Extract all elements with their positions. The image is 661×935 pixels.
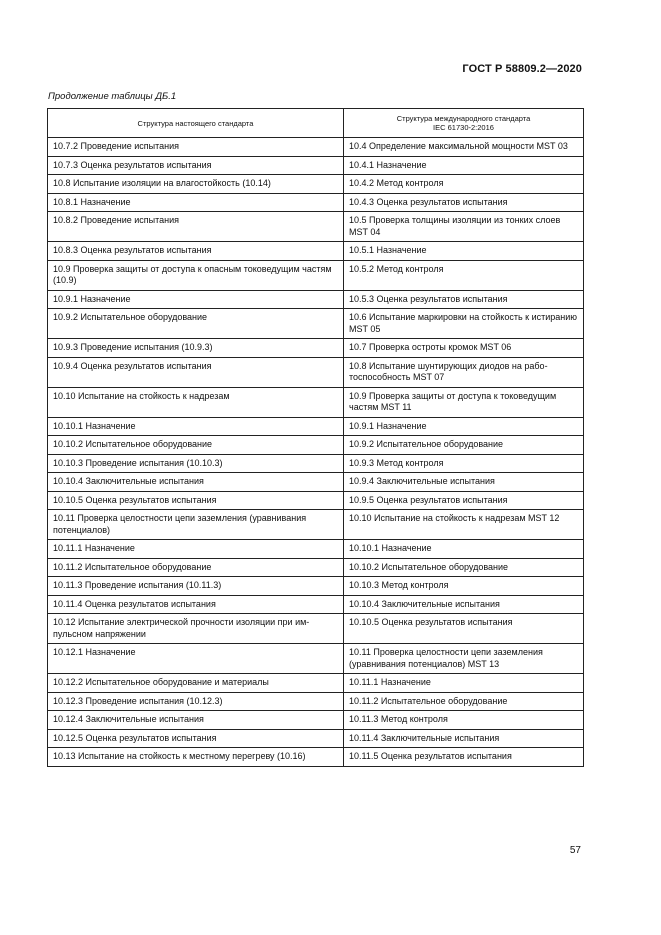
international-standard-cell: 10.9.3 Метод контроля <box>344 454 584 473</box>
current-standard-cell: 10.9.3 Проведение испытания (10.9.3) <box>48 339 344 358</box>
international-standard-cell: 10.10.2 Испытательное оборудование <box>344 558 584 577</box>
international-standard-cell: 10.10.1 Назначение <box>344 540 584 559</box>
current-standard-cell: 10.12.1 Назначение <box>48 644 344 674</box>
current-standard-cell: 10.10.5 Оценка результатов испытания <box>48 491 344 510</box>
international-standard-cell: 10.11.1 Назначение <box>344 674 584 693</box>
table-row <box>48 692 584 711</box>
international-standard-cell: 10.9 Проверка защиты от доступа к токоведущим частям MST 11 <box>344 387 584 417</box>
table-row <box>48 614 584 644</box>
table-row <box>48 193 584 212</box>
table-row <box>48 212 584 242</box>
international-standard-cell: 10.6 Испытание маркировки на стойкость к истиранию MST 05 <box>344 309 584 339</box>
table-row <box>48 748 584 767</box>
table-header-row <box>48 109 584 138</box>
table-row <box>48 510 584 540</box>
column-header-line: Структура международного стандарта <box>396 114 531 123</box>
current-standard-cell: 10.9.4 Оценка результатов испытания <box>48 357 344 387</box>
current-standard-cell: 10.7.3 Оценка результатов испытания <box>48 156 344 175</box>
column-header-current-standard: Структура настоящего стандарта <box>48 109 344 138</box>
table-row <box>48 540 584 559</box>
current-standard-cell: 10.9 Проверка защиты от доступа к опасным токоведущим частям (10.9) <box>48 260 344 290</box>
table-row <box>48 339 584 358</box>
column-header-international-standard <box>344 109 584 138</box>
international-standard-cell: 10.9.4 Заключительные испытания <box>344 473 584 492</box>
current-standard-cell: 10.9.2 Испытательное оборудование <box>48 309 344 339</box>
table-row <box>48 260 584 290</box>
international-standard-cell: 10.5 Проверка толщины изоляции из тонких слоев MST 04 <box>344 212 584 242</box>
international-standard-cell: 10.11.2 Испытательное оборудование <box>344 692 584 711</box>
current-standard-cell: 10.8.1 Назначение <box>48 193 344 212</box>
current-standard-cell: 10.13 Испытание на стойкость к местному перегреву (10.16) <box>48 748 344 767</box>
current-standard-cell: 10.10.3 Проведение испытания (10.10.3) <box>48 454 344 473</box>
current-standard-cell: 10.12.5 Оценка результатов испытания <box>48 729 344 748</box>
international-standard-cell: 10.4.2 Метод контроля <box>344 175 584 194</box>
international-standard-cell: 10.9.1 Назначение <box>344 417 584 436</box>
current-standard-cell: 10.8.3 Оценка результатов испытания <box>48 242 344 261</box>
international-standard-cell: 10.9.2 Испытательное оборудование <box>344 436 584 455</box>
table-row <box>48 138 584 157</box>
current-standard-cell: 10.12.4 Заключительные испытания <box>48 711 344 730</box>
international-standard-cell: 10.5.1 Назначение <box>344 242 584 261</box>
international-standard-cell: 10.10.5 Оценка результатов испытания <box>344 614 584 644</box>
table-row <box>48 473 584 492</box>
current-standard-cell: 10.10.1 Назначение <box>48 417 344 436</box>
international-standard-cell: 10.8 Испытание шунтирующих диодов на работоспособность MST 07 <box>344 357 584 387</box>
table-row <box>48 491 584 510</box>
table-row <box>48 558 584 577</box>
correspondence-table <box>47 108 584 767</box>
international-standard-cell: 10.11.4 Заключительные испытания <box>344 729 584 748</box>
table-row <box>48 674 584 693</box>
current-standard-cell: 10.9.1 Назначение <box>48 290 344 309</box>
table-body <box>48 138 584 767</box>
table-row <box>48 357 584 387</box>
table-row <box>48 644 584 674</box>
table-row <box>48 595 584 614</box>
international-standard-cell: 10.4.3 Оценка результатов испытания <box>344 193 584 212</box>
document-id-header: ГОСТ Р 58809.2—2020 <box>462 63 582 75</box>
table-row <box>48 387 584 417</box>
international-standard-cell: 10.7 Проверка остроты кромок MST 06 <box>344 339 584 358</box>
international-standard-cell: 10.11 Проверка целостности цепи заземления (уравнивания потенциалов) MST 13 <box>344 644 584 674</box>
table-row <box>48 309 584 339</box>
current-standard-cell: 10.8.2 Проведение испытания <box>48 212 344 242</box>
table-row <box>48 729 584 748</box>
current-standard-cell: 10.11.3 Проведение испытания (10.11.3) <box>48 577 344 596</box>
current-standard-cell: 10.8 Испытание изоляции на влагостойкость (10.14) <box>48 175 344 194</box>
current-standard-cell: 10.11 Проверка целостности цепи заземления (уравнивания потенциалов) <box>48 510 344 540</box>
table-row <box>48 175 584 194</box>
table-row <box>48 577 584 596</box>
current-standard-cell: 10.11.1 Назначение <box>48 540 344 559</box>
international-standard-cell: 10.11.3 Метод контроля <box>344 711 584 730</box>
current-standard-cell: 10.12 Испытание электрической прочности изоляции при импульсном напряжении <box>48 614 344 644</box>
table-row <box>48 454 584 473</box>
table-row <box>48 290 584 309</box>
table-row <box>48 436 584 455</box>
international-standard-cell: 10.4.1 Назначение <box>344 156 584 175</box>
international-standard-cell: 10.11.5 Оценка результатов испытания <box>344 748 584 767</box>
column-header-line: IEC 61730-2:2016 <box>433 123 494 132</box>
international-standard-cell: 10.9.5 Оценка результатов испытания <box>344 491 584 510</box>
page-number: 57 <box>569 845 581 856</box>
current-standard-cell: 10.7.2 Проведение испытания <box>48 138 344 157</box>
international-standard-cell: 10.4 Определение максимальной мощности MST 03 <box>344 138 584 157</box>
international-standard-cell: 10.10 Испытание на стойкость к надрезам MST 12 <box>344 510 584 540</box>
current-standard-cell: 10.11.2 Испытательное оборудование <box>48 558 344 577</box>
table-row <box>48 711 584 730</box>
international-standard-cell: 10.5.3 Оценка результатов испытания <box>344 290 584 309</box>
international-standard-cell: 10.10.4 Заключительные испытания <box>344 595 584 614</box>
international-standard-cell: 10.5.2 Метод контроля <box>344 260 584 290</box>
current-standard-cell: 10.10 Испытание на стойкость к надрезам <box>48 387 344 417</box>
table-caption: Продолжение таблицы ДБ.1 <box>48 91 177 102</box>
current-standard-cell: 10.12.2 Испытательное оборудование и материалы <box>48 674 344 693</box>
table-row <box>48 417 584 436</box>
table-row <box>48 156 584 175</box>
table-row <box>48 242 584 261</box>
current-standard-cell: 10.10.2 Испытательное оборудование <box>48 436 344 455</box>
international-standard-cell: 10.10.3 Метод контроля <box>344 577 584 596</box>
current-standard-cell: 10.12.3 Проведение испытания (10.12.3) <box>48 692 344 711</box>
current-standard-cell: 10.10.4 Заключительные испытания <box>48 473 344 492</box>
current-standard-cell: 10.11.4 Оценка результатов испытания <box>48 595 344 614</box>
